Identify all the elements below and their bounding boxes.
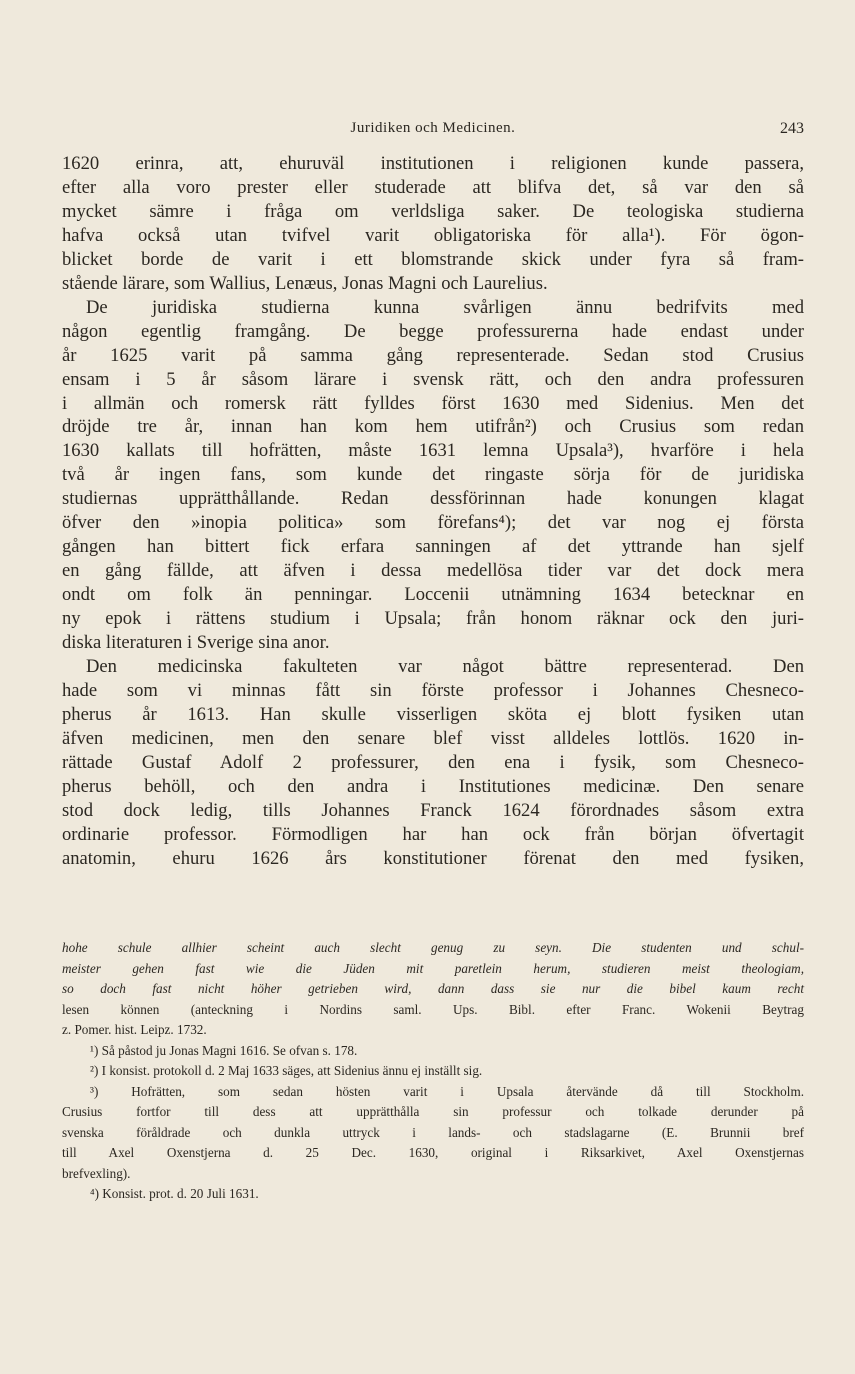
body-text xyxy=(62,152,804,871)
text-line: rättade Gustaf Adolf 2 professurer, den ena i fysik, som Chesneco- xyxy=(62,751,804,773)
text-line: efter alla voro prester eller studerade att blifva det, så var den så xyxy=(62,176,804,198)
footnote-line: so doch fast nicht höher getrieben wird, dann dass sie nur die bibel kaum recht xyxy=(62,981,804,996)
footnotes xyxy=(62,938,804,1205)
text-line: två år ingen fans, som kunde det ringaste sörja för de juridiska xyxy=(62,464,804,486)
text-line: ensam i 5 år såsom lärare i svensk rätt, och den andra professuren xyxy=(62,368,804,390)
text-line: diska literaturen i Sverige sina anor. xyxy=(62,632,330,654)
text-line: ordinarie professor. Förmodligen har han ock från början öfvertagit xyxy=(62,823,804,845)
footnote-line: ⁴) Konsist. prot. d. 20 Juli 1631. xyxy=(90,1186,259,1201)
text-line: ny epok i rättens studium i Upsala; från honom räknar ock den juri- xyxy=(62,608,804,630)
text-line: någon egentlig framgång. De begge professurerna hade endast under xyxy=(62,320,804,342)
footnote-line: z. Pomer. hist. Leipz. 1732. xyxy=(62,1022,207,1037)
text-line: i allmän och romersk rätt fylldes först 1630 med Sidenius. Men det xyxy=(62,392,804,414)
text-line: stående lärare, som Wallius, Lenæus, Jonas Magni och Laurelius. xyxy=(62,272,548,294)
text-line: studiernas upprätthållande. Redan dessförinnan hade konungen klagat xyxy=(62,488,804,510)
footnote-line: hohe schule allhier scheint auch slecht genug zu seyn. Die studenten und schul- xyxy=(62,940,804,955)
footnote-line: Crusius fortfor till dess att upprätthålla sin professur och tolkade derunder på xyxy=(62,1104,804,1119)
footnote-line: svenska föråldrade och dunkla uttryck i lands- och stadslagarne (E. Brunnii bref xyxy=(62,1124,804,1140)
footnote-line: ¹) Så påstod ju Jonas Magni 1616. Se ofvan s. 178. xyxy=(90,1042,358,1058)
text-line: pherus år 1613. Han skulle visserligen sköta ej blott fysiken utan xyxy=(62,703,804,725)
footnote-line: ²) I konsist. protokoll d. 2 Maj 1633 säges, att Sidenius ännu ej inställt sig. xyxy=(90,1063,483,1078)
text-line: blicket borde de varit i ett blomstrande skick under fyra så fram- xyxy=(62,248,804,270)
text-line: gången han bittert fick erfara sanningen af det yttrande han sjelf xyxy=(62,536,804,558)
footnote-line: lesen können (anteckning i Nordins saml. Ups. Bibl. efter Franc. Wokenii Beytrag xyxy=(62,1001,804,1017)
text-line: 1630 kallats till hofrätten, måste 1631 lemna Upsala³), hvarföre i hela xyxy=(62,440,804,462)
text-line: Den medicinska fakulteten var något bättre representerad. Den xyxy=(86,656,804,678)
footnote-line: ³) Hofrätten, som sedan hösten varit i Upsala återvände då till Stockholm. xyxy=(90,1083,804,1099)
text-line: 1620 erinra, att, ehuruväl institutionen i religionen kunde passera, xyxy=(62,153,804,174)
text-line: stod dock ledig, tills Johannes Franck 1624 förordnades såsom extra xyxy=(62,799,804,821)
text-line: år 1625 varit på samma gång representerade. Sedan stod Crusius xyxy=(62,344,804,366)
running-title: Juridiken och Medicinen. xyxy=(350,120,516,136)
text-line: De juridiska studierna kunna svårligen ännu bedrifvits med xyxy=(86,296,804,318)
footnote-line: brefvexling). xyxy=(62,1165,131,1181)
text-line: pherus behöll, och den andra i Institutiones medicinæ. Den senare xyxy=(62,775,804,797)
text-line: dröjde tre år, innan han kom hem utifrån²) och Crusius som redan xyxy=(62,416,804,438)
page-number: 243 xyxy=(780,120,804,137)
text-line: anatomin, ehuru 1626 års konstitutioner förenat den med fysiken, xyxy=(62,847,804,869)
text-line: en gång fällde, att äfven i dessa medellösa tider var det dock mera xyxy=(62,560,804,582)
running-head xyxy=(62,120,804,142)
footnote-line: till Axel Oxenstjerna d. 25 Dec. 1630, original i Riksarkivet, Axel Oxenstjernas xyxy=(62,1145,804,1160)
text-line: öfver den »inopia politica» som förefans⁴); det var nog ej första xyxy=(62,512,804,534)
text-line: hade som vi minnas fått sin förste professor i Johannes Chesneco- xyxy=(62,679,804,701)
text-line: äfven medicinen, men den senare blef visst alldeles lottlös. 1620 in- xyxy=(62,727,804,749)
text-line: ondt om folk än penningar. Loccenii utnämning 1634 betecknar en xyxy=(62,584,804,606)
text-line: hafva också utan tvifvel varit obligatoriska för alla¹). För ögon- xyxy=(62,224,804,246)
footnote-line: meister gehen fast wie die Jüden mit paretlein herum, studieren meist theologiam, xyxy=(62,960,804,976)
text-line: mycket sämre i fråga om verldsliga saker. De teologiska studierna xyxy=(62,200,804,222)
